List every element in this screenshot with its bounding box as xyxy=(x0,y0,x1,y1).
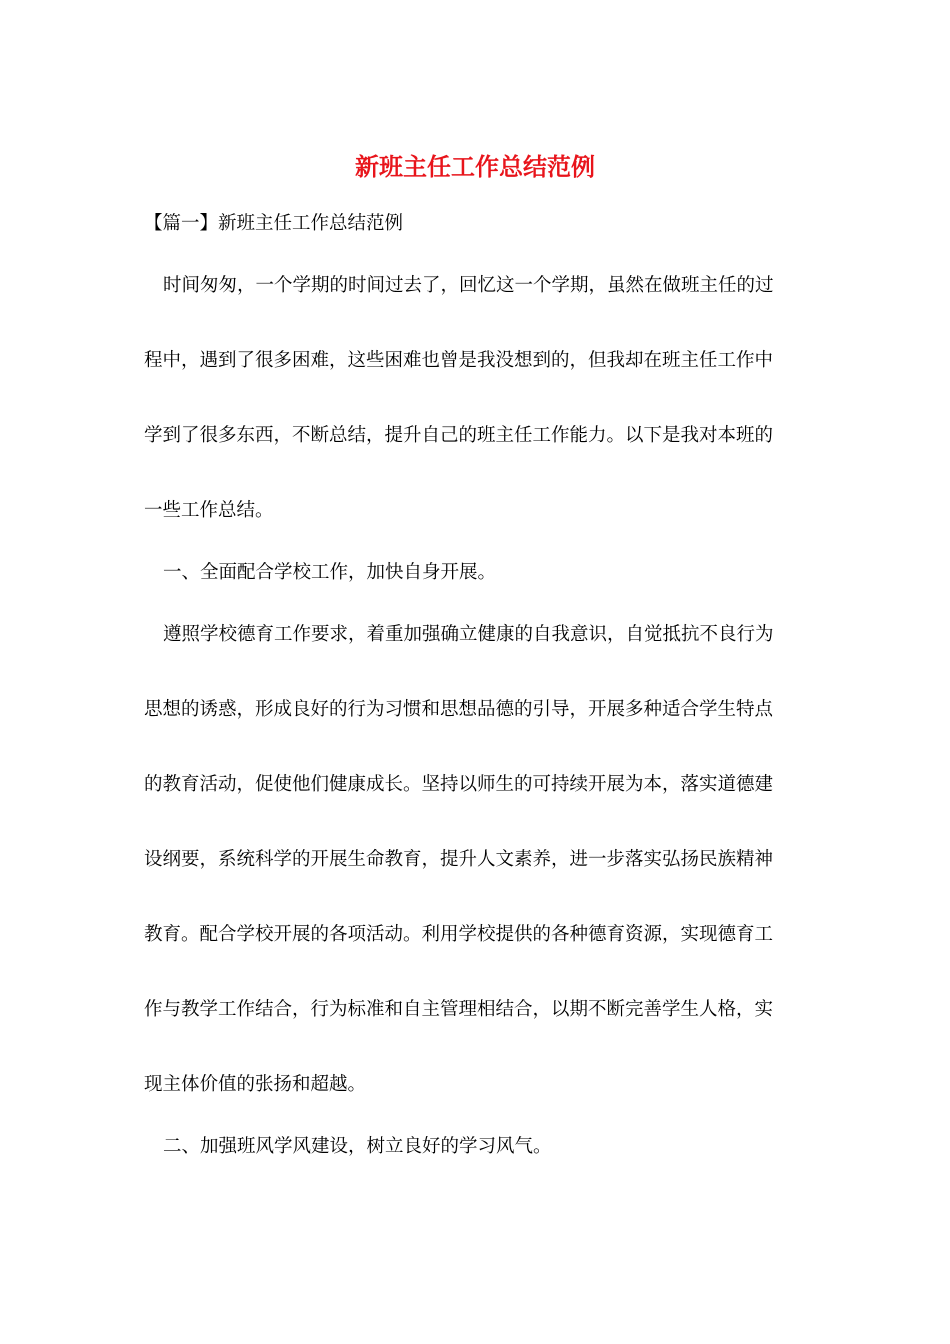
paragraph-line: 思想的诱惑，形成良好的行为习惯和思想品德的引导，开展多种适合学生特点 xyxy=(144,699,774,720)
paragraph-line: 程中，遇到了很多困难，这些困难也曾是我没想到的，但我却在班主任工作中 xyxy=(144,350,774,371)
paragraph-line: 时间匆匆，一个学期的时间过去了，回忆这一个学期，虽然在做班主任的过 xyxy=(163,275,774,296)
paragraph-line: 的教育活动，促使他们健康成长。坚持以师生的可持续开展为本，落实道德建 xyxy=(144,774,774,795)
paragraph-line: 学到了很多东西，不断总结，提升自己的班主任工作能力。以下是我对本班的 xyxy=(144,425,774,446)
subsection-heading: 一、全面配合学校工作，加快自身开展。 xyxy=(163,562,497,583)
subsection-heading: 二、加强班风学风建设，树立良好的学习风气。 xyxy=(163,1136,552,1157)
paragraph-line: 一些工作总结。 xyxy=(144,500,274,521)
paragraph-line: 现主体价值的张扬和超越。 xyxy=(144,1074,367,1095)
paragraph-line: 作与教学工作结合，行为标准和自主管理相结合，以期不断完善学生人格，实 xyxy=(144,999,774,1020)
document-title: 新班主任工作总结范例 xyxy=(355,152,595,181)
paragraph-line: 教育。配合学校开展的各项活动。利用学校提供的各种德育资源，实现德育工 xyxy=(144,924,774,945)
section-heading: 【篇一】新班主任工作总结范例 xyxy=(144,213,404,234)
paragraph-line: 遵照学校德育工作要求，着重加强确立健康的自我意识，自觉抵抗不良行为 xyxy=(163,624,774,645)
paragraph-line: 设纲要，系统科学的开展生命教育，提升人文素养，进一步落实弘扬民族精神 xyxy=(144,849,774,870)
